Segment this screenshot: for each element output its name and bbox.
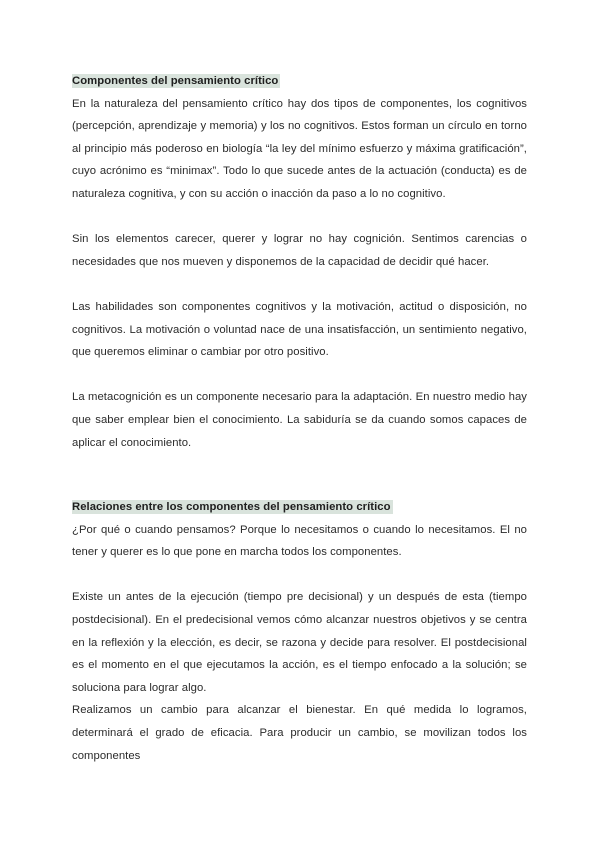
paragraph: Las habilidades son componentes cognitivos y la motivación, actitud o disposición, no cognitivos. La motivación o voluntad nace de una insatisfacción, un sentimiento negativo, que queremos eliminar o cambiar por otro positivo.	[72, 300, 527, 359]
document-body	[72, 70, 527, 767]
paragraph: ¿Por qué o cuando pensamos? Porque lo necesitamos o cuando lo necesitamos. El no tener y querer es lo que pone en marcha todos los componentes.	[72, 523, 527, 559]
paragraph: La metacognición es un componente necesario para la adaptación. En nuestro medio hay que saber emplear bien el conocimiento. La sabiduría se da cuando somos capaces de aplicar el conocimiento.	[72, 391, 527, 449]
section-heading-relations: Relaciones entre los componentes del pensamiento crítico	[72, 501, 391, 514]
paragraph: En la naturaleza del pensamiento crítico hay dos tipos de componentes, los cognitivos (percepción, aprendizaje y memoria) y los no cognitivos. Estos forman un círculo en torno al principio más poderoso en biología “la ley del mínimo esfuerzo y máxima gratificación”, cuyo acrónimo es “minimax”. Todo lo que sucede antes de la actuación (conducta) es de naturaleza cognitiva, y con su acción o inacción da paso a lo no cognitivo.	[72, 97, 527, 200]
paragraph: Realizamos un cambio para alcanzar el bienestar. En qué medida lo logramos, determinará el grado de eficacia. Para producir un cambio, se movilizan todos los componentes	[72, 704, 527, 762]
paragraph: Existe un antes de la ejecución (tiempo pre decisional) y un después de esta (tiempo postdecisional). En el predecisional vemos cómo alcanzar nuestros objetivos y se centra en la reflexión y la elección, es decir, se razona y decide para resolver. El postdecisional es el momento en el que ejecutamos la acción, es el tiempo enfocado a la solución; se soluciona para lograr algo.	[72, 591, 527, 694]
paragraph: Sin los elementos carecer, querer y lograr no hay cognición. Sentimos carencias o necesidades que nos mueven y disponemos de la capacidad de decidir qué hacer.	[72, 233, 527, 268]
section-heading-components: Componentes del pensamiento crítico	[72, 75, 279, 87]
